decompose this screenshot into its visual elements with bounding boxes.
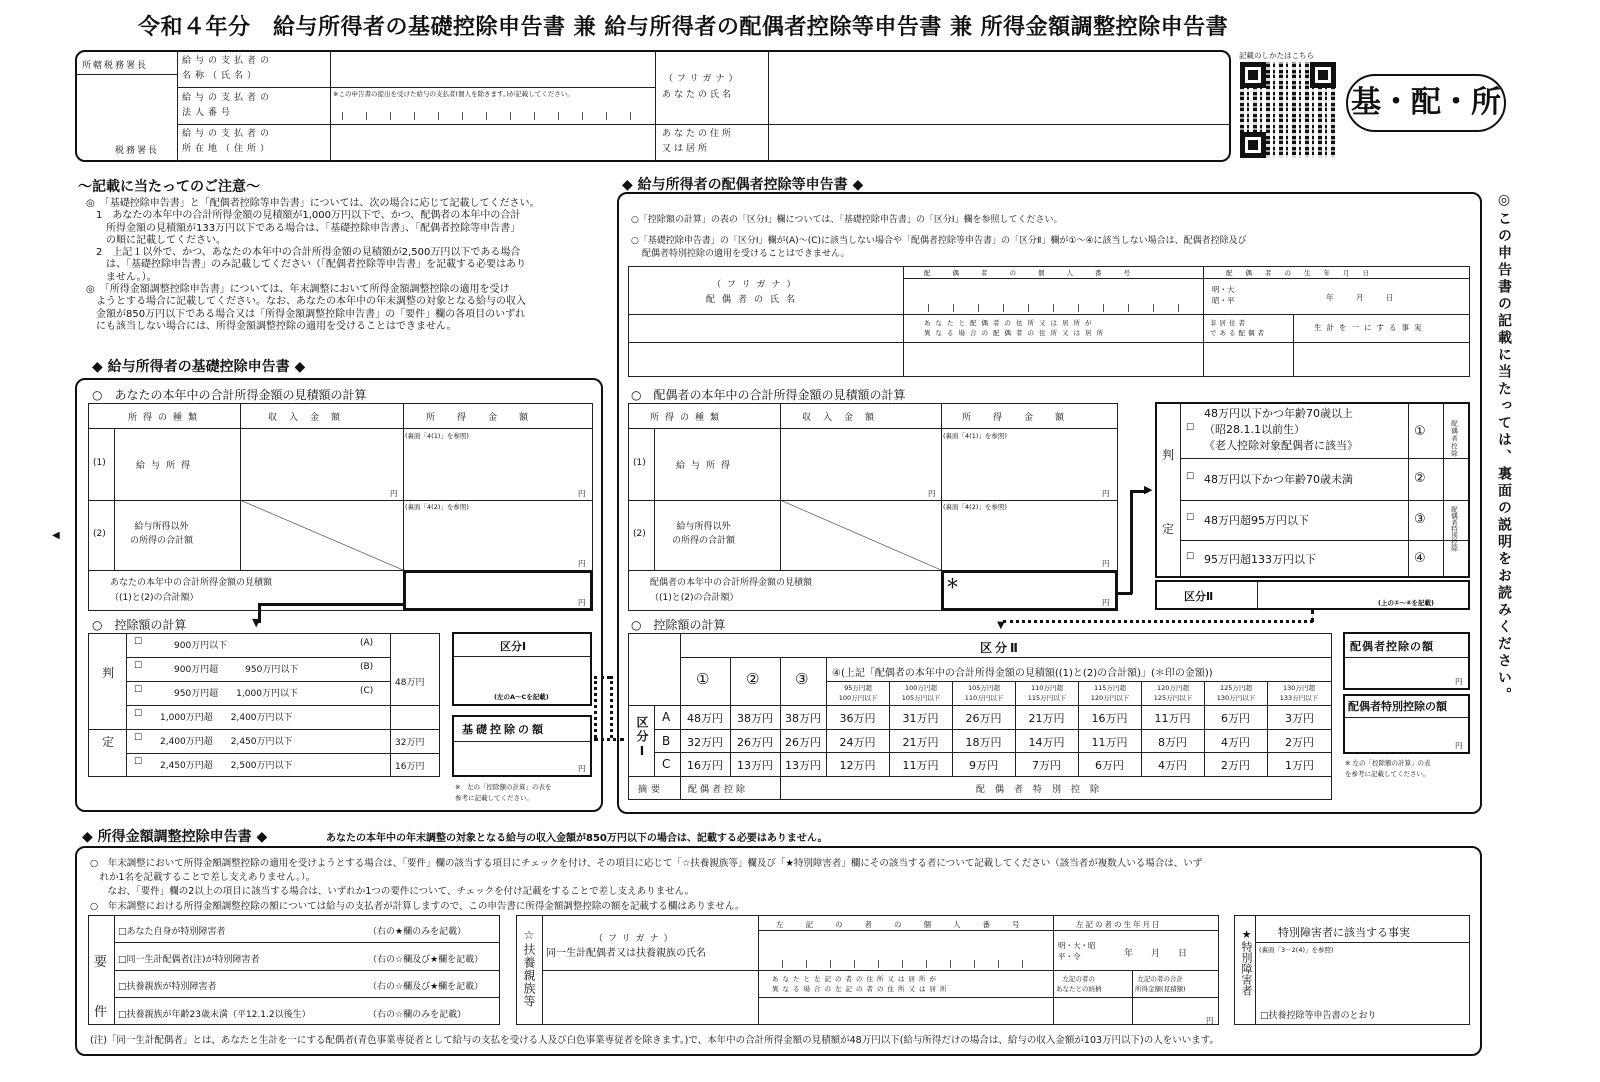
adjust-note1: ○ 年末調整において所得金額調整控除の適用を受けようとする場合は、「要件」欄の該当する項目にチェックを付け、その項目に応じて「☆扶養親族等」欄及び「★特別障害者」欄にその該当する者について記載してください（該当者が複数人いる場合は、いず: [90, 858, 1203, 869]
note-line: 2 上記１以外で、かつ、あなたの本年中の合計所得金額の見積額が2,500万円以下である場合: [86, 247, 521, 259]
spouse-deduction-amount-field[interactable]: [1345, 659, 1468, 688]
kubun2-field[interactable]: [1259, 582, 1468, 598]
summary-label: 摘要: [638, 785, 665, 795]
spouse-name-label: 配偶者の氏名: [706, 295, 803, 305]
payer-number-note: ※この申告書の提出を受けた給与の支払者(個人を除きます。)が記載してください。: [333, 90, 574, 98]
judge-range: 950万円超 1,000万円以下: [174, 689, 298, 699]
your-address-field[interactable]: [770, 126, 1229, 160]
spouse-row2-no: (2): [633, 529, 646, 539]
requirement-text: □扶養親族が特別障害者: [118, 982, 217, 992]
form-badge-text: 基・配・所: [1351, 85, 1501, 120]
col-2: ②: [746, 670, 760, 688]
basic-diagonal: [240, 500, 403, 570]
vertical-read-note: ◎この申告書の記載に当たっては、裏面の説明をお読みください。: [1496, 192, 1512, 704]
note-line: の順に記載してください。: [86, 234, 226, 246]
range-header: 105万円超 110万円以下: [964, 684, 1004, 702]
table-cell: 2万円: [1221, 759, 1250, 772]
range-header: 95万円超 100万円以下: [838, 684, 878, 702]
special-fact-checkbox[interactable]: [1260, 1008, 1400, 1022]
yen-label: 円: [578, 598, 586, 607]
kubun2-label: 区分Ⅱ: [1184, 590, 1214, 603]
basic-deduction-title: ○ 控除額の計算: [92, 618, 187, 632]
checkbox-icon: ☐: [134, 661, 143, 671]
spouse-col-income: 収入金額: [802, 413, 887, 423]
spouse-row2-ref: (裏面「4(2)」を参照): [943, 503, 1007, 511]
spouse-row1-amount-field[interactable]: [943, 440, 1117, 498]
table-head-kubun2: 区分Ⅱ: [980, 641, 1021, 655]
table-cell: 36万円: [839, 712, 876, 725]
dependent-birthday-label: 左記の者の生年月日: [1076, 920, 1162, 929]
dotted-connector: [594, 676, 597, 738]
table-cell: 38万円: [785, 712, 821, 725]
qr-code[interactable]: [1240, 62, 1336, 158]
basic-row1-income-field[interactable]: [242, 430, 402, 498]
spouse-row1-label: 給与所得: [676, 461, 737, 471]
checkbox-icon: ☐: [1186, 472, 1195, 482]
spouse-judge-item-3[interactable]: [1182, 502, 1407, 539]
special-fact-field[interactable]: [1257, 955, 1469, 1005]
table-cell: 38万円: [737, 712, 773, 725]
kubun1-vertical: 区分Ⅰ: [635, 716, 649, 760]
tax-office-suffix: 税務署長: [115, 146, 160, 156]
judge-row-c[interactable]: [128, 682, 388, 704]
dependent-furigana-label: （フリガナ）: [594, 934, 678, 944]
note-line: ◎ 「所得金額調整控除申告書」については、年末調整において所得金額調整控除の適用を受け: [86, 284, 510, 296]
spouse-col-type: 所得の種類: [650, 413, 726, 423]
payer-address-field[interactable]: [331, 125, 654, 160]
table-cell: 6万円: [1095, 759, 1124, 772]
spouse-col-amount: 所得金額: [962, 413, 1087, 423]
kubun1-label: 区分Ⅰ: [500, 640, 527, 653]
dependent-name-label: 同一生計配偶者又は扶養親族の氏名: [546, 948, 706, 959]
basic-col-type: 所得の種類: [128, 413, 204, 423]
spouse-judge-text: 48万円超95万円以下: [1204, 514, 1309, 527]
range-header: 115万円超 120万円以下: [1090, 684, 1130, 702]
kubun2-note: (上の①～④を記載): [1378, 599, 1434, 607]
basic-deduction-amount-field[interactable]: [454, 743, 590, 775]
spouse-note3: 配偶者特別控除の適用を受けることはできません。: [642, 249, 850, 259]
note-line: 1 あなたの本年中の合計所得金額の見積額が1,000万円以下で、かつ、配偶者の本年中の合計: [86, 210, 521, 222]
basic-bottom-note: ※ 左の「控除額の計算」の表を 参考に記載してください。: [455, 783, 552, 802]
table-cell: 8万円: [1158, 736, 1187, 749]
form-title: 令和４年分 給与所得者の基礎控除申告書 兼 給与所得者の配偶者控除等申告書 兼 所得金額調整控除申告書: [138, 15, 1229, 40]
adjust-heading-note: あなたの本年中の年末調整の対象となる給与の収入金額が850万円以下の場合は、記載する必要はありません。: [326, 833, 828, 844]
furigana-label: （フリガナ）: [664, 74, 742, 84]
amount-48: 48万円: [395, 678, 425, 688]
judge-range: 2,450万円超 2,500万円以下: [160, 761, 293, 771]
spouse-note1: ○「控除額の計算」の表の「区分Ⅰ」欄については、「基礎控除申告書」の「区分Ⅰ」欄を参照してください。: [631, 215, 1063, 225]
table-cell: 32万円: [687, 736, 723, 749]
yen-label: 円: [578, 559, 586, 568]
basic-judge-char1: 判: [102, 666, 115, 680]
requirement-hint: （右の☆欄のみを記載）: [368, 1010, 467, 1020]
dependent-address-field[interactable]: [760, 999, 1052, 1024]
spouse-furigana-label: （フリガナ）: [712, 280, 802, 290]
note-line: 金額が850万円以下である場合又は「所得金額調整控除申告書」の「要件」欄の各項目のいずれ: [86, 308, 526, 320]
checkbox-icon: ☐: [1186, 552, 1195, 562]
dependent-side-label: ☆扶養親族等: [522, 928, 536, 1008]
dependent-era-label: 明・大・昭 平・令: [1058, 941, 1096, 961]
spouse-row1-no: (1): [633, 458, 646, 468]
spouse-judge-char1: 判: [1162, 448, 1175, 462]
spouse-name-field[interactable]: [630, 316, 902, 376]
special-fact-ref: (裏面「3－2(4)」を参照): [1259, 946, 1334, 954]
note-line: ません。）。: [86, 271, 157, 283]
form-badge: [1346, 74, 1506, 132]
note-line: にも該当しない場合には、所得金額調整控除の適用を受けることはできません。: [86, 320, 457, 332]
adjust-note4: ○ 年末調整における所得金額調整控除の額については給与の支払者が計算しますので、この申告書に所得金額調整控除の額を記載する欄はありません。: [90, 901, 745, 912]
dependent-income-label: 左記の者の合計 所得金額(見積額): [1135, 975, 1186, 993]
spouse-ymd-label: 年 月 日: [1326, 293, 1394, 302]
spouse-judge-item-4[interactable]: [1182, 542, 1407, 576]
basic-row2-no: (2): [93, 529, 106, 539]
judge-range: 1,000万円超 2,400万円以下: [160, 713, 293, 723]
dependent-personal-no-field[interactable]: [760, 932, 1052, 969]
judge-range: 900万円超 950万円以下: [174, 665, 299, 675]
basic-col-amount: 所得金額: [426, 413, 551, 423]
spouse-judge-char2: 定: [1162, 522, 1175, 536]
special-deduction-label: 配偶者特別控除: [976, 785, 1110, 795]
table-cell: 12万円: [839, 759, 876, 772]
yen-label: 円: [578, 764, 586, 773]
notes-list: [86, 198, 540, 333]
spouse-address-label: あなたと配偶者の住所又は居所が 異なる場合の配偶者の住所又は居所: [924, 319, 1108, 337]
judge-code: (A): [360, 638, 374, 648]
col-3: ③: [795, 670, 809, 688]
amount-32: 32万円: [395, 738, 425, 748]
judge-row-b[interactable]: [128, 658, 388, 680]
table-cell: 1万円: [1285, 759, 1314, 772]
judge-range: 2,400万円超 2,450万円以下: [160, 737, 293, 747]
spouse-judge-text: 48万円以下かつ年齢70歳未満: [1204, 473, 1353, 486]
judge-row-f[interactable]: [128, 754, 388, 776]
table-cell: 26万円: [785, 736, 821, 749]
row-key: C: [662, 757, 671, 771]
same-living-field[interactable]: [1295, 344, 1468, 376]
spouse-deduction-label: 配偶者控除: [688, 785, 749, 795]
basic-calc-title: ○ あなたの本年中の合計所得金額の見積額の計算: [92, 388, 367, 402]
table-cell: 2万円: [1285, 736, 1314, 749]
judge-code: (C): [360, 686, 374, 696]
nonresident-label: 非居住者 である配偶者: [1210, 319, 1267, 337]
table-cell: 6万円: [1221, 712, 1250, 725]
table-cell: 3万円: [1285, 712, 1314, 725]
basic-row1-label: 給与所得: [136, 461, 197, 471]
left-margin-arrow: ◀: [52, 530, 60, 541]
table-cell: 31万円: [902, 712, 939, 725]
spouse-judge-no: ①: [1414, 424, 1426, 439]
requirement-label: 要件: [94, 955, 108, 1020]
requirement-hint: （右の☆欄及び★欄を記載）: [368, 955, 484, 965]
yen-label: 円: [1102, 559, 1110, 568]
requirement-hint: （右の★欄のみを記載）: [368, 927, 467, 937]
yen-label: 円: [1455, 741, 1463, 750]
note-line: ◎ 「基礎控除申告書」と「配偶者控除等申告書」については、次の場合に応じて記載してください。: [86, 198, 540, 209]
spouse-total-field[interactable]: [941, 570, 1118, 611]
arrow-down-icon: ▼: [252, 616, 261, 629]
requirement-text: □同一生計配偶者(注)が特別障害者: [118, 955, 260, 965]
amount-16: 16万円: [395, 762, 425, 772]
spouse-judge-no: ④: [1414, 551, 1426, 566]
table-sub-head: ④(上記「配偶者の本年中の合計所得金額の見積額((1)と(2)の合計額)」(＊印の金額)): [832, 668, 1213, 679]
spouse-judge-no: ③: [1414, 512, 1426, 527]
dependent-relation-label: 左記の者の あなたとの続柄: [1056, 975, 1102, 993]
judge-row-e[interactable]: [128, 730, 388, 752]
spouse-judge-text: 95万円超133万円以下: [1204, 553, 1316, 566]
note-line: 所得金額の見積額が133万円以下である場合は、「基礎控除申告書」、「配偶者控除等申告書」: [86, 222, 521, 234]
spouse-row1-ref: (裏面「4(1)」を参照): [943, 432, 1007, 440]
table-cell: 21万円: [902, 736, 939, 749]
note-line: ようとする場合に記載してください。なお、あなたの本年中の年末調整の対象となる給与の収入: [86, 296, 526, 308]
range-header: 110万円超 115万円以下: [1027, 684, 1067, 702]
tax-office-label: 所轄税務署長: [82, 61, 149, 71]
col-1: ①: [696, 670, 710, 688]
judge-row-d[interactable]: [128, 706, 388, 728]
spouse-note2: ○「基礎控除申告書」の「区分Ⅰ」欄が(A)～(C)に該当しない場合や「配偶者控除等申告書」の「区分Ⅱ」欄が①～④に該当しない場合は、配偶者控除及び: [631, 236, 1247, 246]
table-cell: 16万円: [1091, 712, 1128, 725]
arrow-down-icon: ▼: [997, 620, 1005, 631]
checkbox-icon: ☐: [134, 709, 143, 719]
requirement-item-3[interactable]: [116, 972, 498, 996]
requirement-item-1[interactable]: [116, 917, 498, 941]
spouse-heading: ◆ 給与所得者の配偶者控除等申告書 ◆: [622, 177, 864, 193]
dependent-ymd-label: 年 月 日: [1124, 949, 1188, 959]
adjust-note2: れか1名を記載することで差し支えありません。）。: [90, 872, 316, 883]
spouse-deduction-amount-label: 配偶者控除の額: [1350, 640, 1434, 653]
dependent-relation-field[interactable]: [1055, 999, 1131, 1024]
checkbox-icon: ☐: [134, 757, 143, 767]
spouse-birthday-label: 配偶者の生年月日: [1226, 269, 1382, 277]
spouse-total-label: 配偶者の本年中の合計所得金額の見積額 （(1)と(2)の合計額）: [650, 578, 813, 603]
checkbox-icon: ☐: [134, 733, 143, 743]
same-living-label: 生計を一にする事実: [1314, 323, 1427, 332]
your-address-label: あなたの住所 又は居所: [662, 129, 735, 154]
spouse-judge-no: ②: [1414, 471, 1426, 486]
table-cell: 18万円: [965, 736, 1002, 749]
adjust-note3: なお、「要件」欄の2以上の項目に該当する場合は、いずれか1つの要件について、チェックを付け記載をすることで差し支えありません。: [98, 886, 695, 897]
basic-row1-no: (1): [93, 458, 106, 468]
judge-row-a[interactable]: [128, 634, 388, 656]
payer-address-label: 給与の支払者の 所在地（住所）: [182, 129, 274, 154]
basic-row2-label: 給与所得以外 の所得の合計額: [130, 522, 194, 546]
kubun1-field[interactable]: [454, 658, 590, 688]
special-fact-check-label: □扶養控除等申告書のとおり: [1260, 1011, 1377, 1021]
requirement-text: □あなた自身が特別障害者: [118, 927, 226, 937]
your-name-label: あなたの氏名: [662, 90, 735, 100]
spouse-personal-no-label: 配偶者の個人番号: [924, 269, 1152, 277]
requirement-item-2[interactable]: [116, 944, 498, 969]
payer-number-label: 給与の支払者の 法人番号: [182, 93, 274, 118]
range-header: 130万円超 133万円以下: [1279, 684, 1319, 702]
table-cell: 13万円: [785, 759, 821, 772]
spouse-row1-income-field[interactable]: [782, 430, 940, 498]
basic-row1-ref: (裏面「4(1)」を参照): [405, 432, 469, 440]
range-header: 120万円超 125万円以下: [1153, 684, 1193, 702]
kubun1-note: (左のA～Cを記載): [494, 693, 549, 701]
adjust-footnote: (注)「同一生計配偶者」とは、あなたと生計を一にする配偶者(青色事業専従者として給与の支払を受ける人及び白色事業専従者を除きます。)で、本年中の合計所得金額の見積額が48万円以下(給与所得だけの場合は、給与の収入金額が103万円以下)の人をいいます。: [90, 1035, 1220, 1046]
row-key: A: [662, 710, 671, 724]
spouse-birthday-field[interactable]: [1244, 280, 1468, 313]
basic-row2-ref: (裏面「4(2)」を参照): [405, 503, 469, 511]
yen-label: 円: [1206, 1016, 1214, 1025]
table-cell: 11万円: [902, 759, 939, 772]
payer-name-label: 給与の支払者の 名称（氏名）: [182, 56, 274, 81]
notes-heading: ～記載に当たってのご注意～: [78, 179, 260, 195]
checkbox-icon: ☐: [134, 637, 143, 647]
checkbox-icon: ☐: [1186, 513, 1195, 523]
table-cell: 13万円: [737, 759, 773, 772]
table-cell: 26万円: [965, 712, 1002, 725]
basic-total-label: あなたの本年中の合計所得金額の見積額 （(1)と(2)の合計額）: [110, 578, 273, 603]
spouse-era-label: 明・大 昭・平: [1212, 285, 1235, 305]
table-cell: 21万円: [1028, 712, 1065, 725]
basic-row1-amount-field[interactable]: [405, 440, 591, 498]
requirement-hint: （右の☆欄及び★欄を記載）: [368, 982, 484, 992]
basic-heading: ◆ 給与所得者の基礎控除申告書 ◆: [92, 359, 306, 375]
adjust-heading: ◆ 所得金額調整控除申告書 ◆: [82, 829, 268, 845]
yen-label: 円: [1102, 598, 1110, 607]
range-header: 125万円超 130万円以下: [1216, 684, 1256, 702]
basic-row2-amount-field[interactable]: [405, 512, 591, 568]
special-disability-side-label: ★特別障害者: [1240, 928, 1253, 996]
spouse-amount-note: ※ 左の「控除額の計算」の表 を参考に記載してください。: [1345, 759, 1431, 778]
spouse-calc-title: ○ 配偶者の本年中の合計所得金額の見積額の計算: [631, 388, 906, 402]
spouse-address-field[interactable]: [905, 344, 1202, 376]
your-name-field[interactable]: [770, 52, 1229, 122]
table-cell: 9万円: [969, 759, 998, 772]
yen-label: 円: [578, 489, 586, 498]
judge-range: 900万円以下: [174, 641, 228, 651]
table-cell: 4万円: [1158, 759, 1187, 772]
yen-label: 円: [928, 489, 936, 498]
checkbox-icon: ☐: [134, 685, 143, 695]
requirement-text: □扶養親族が年齢23歳未満（平12.1.2以後生）: [118, 1010, 311, 1020]
table-cell: 16万円: [687, 759, 723, 772]
judge-code: (B): [360, 662, 374, 672]
qr-caption: 記載のしかたはこちら: [1239, 51, 1314, 60]
table-cell: 24万円: [839, 736, 876, 749]
spouse-deduction-title: ○ 控除額の計算: [631, 618, 726, 632]
payer-name-field[interactable]: [331, 52, 654, 86]
basic-deduction-amount-label: 基礎控除の額: [462, 723, 546, 736]
spouse-diagonal: [780, 500, 941, 570]
dependent-birthday-field[interactable]: [1100, 932, 1218, 969]
spouse-judge-text: 48万円以下かつ年齢70歳以上 （昭28.1.1以前生） 《老人控除対象配偶者に該当》: [1204, 407, 1358, 452]
star-mark: ＊: [946, 577, 960, 592]
dependent-personal-no-label: 左記の者の個人番号: [776, 920, 1042, 929]
dependent-name-field[interactable]: [544, 972, 757, 1024]
range-header: 100万円超 105万円以下: [901, 684, 941, 702]
basic-judge-char2: 定: [102, 735, 115, 749]
special-fact-label: 特別障害者に該当する事実: [1278, 926, 1410, 939]
table-cell: 11万円: [1091, 736, 1128, 749]
special-deduction-amount-label: 配偶者特別控除の額: [1348, 700, 1447, 713]
arrow-right-icon: ▶: [1144, 483, 1153, 496]
requirement-item-4[interactable]: [116, 999, 498, 1024]
nonresident-field[interactable]: [1205, 344, 1292, 376]
table-cell: 11万円: [1154, 712, 1191, 725]
yen-label: 円: [1455, 677, 1463, 686]
table-cell: 26万円: [737, 736, 773, 749]
table-cell: 48万円: [687, 712, 723, 725]
note-line: は、「基礎控除申告書」のみ記載してください（「配偶者控除等申告書」を記載する必要はあり: [86, 259, 526, 271]
yen-label: 円: [1102, 489, 1110, 498]
yen-label: 円: [390, 489, 398, 498]
spouse-judge-item-1[interactable]: [1182, 404, 1407, 457]
special-deduction-amount-field[interactable]: [1345, 719, 1468, 752]
checkbox-icon: ☐: [1186, 423, 1195, 433]
dependent-address-label: あなたと左記の者の住所又は居所が 異なる場合の左記の者の住所又は居所: [772, 975, 951, 993]
row-key: B: [662, 734, 671, 748]
basic-total-field[interactable]: [403, 570, 593, 611]
side-label-spouse-deduction: 配偶者控除: [1450, 420, 1458, 458]
table-cell: 4万円: [1221, 736, 1250, 749]
side-label-special-deduction: 配偶者特別控除: [1450, 506, 1458, 552]
table-cell: 7万円: [1032, 759, 1061, 772]
table-cell: 14万円: [1028, 736, 1065, 749]
spouse-row2-amount-field[interactable]: [943, 512, 1117, 568]
basic-col-income: 収入金額: [268, 413, 353, 423]
spouse-judge-item-2[interactable]: [1182, 460, 1407, 498]
spouse-row2-label: 給与所得以外 の所得の合計額: [672, 522, 736, 546]
